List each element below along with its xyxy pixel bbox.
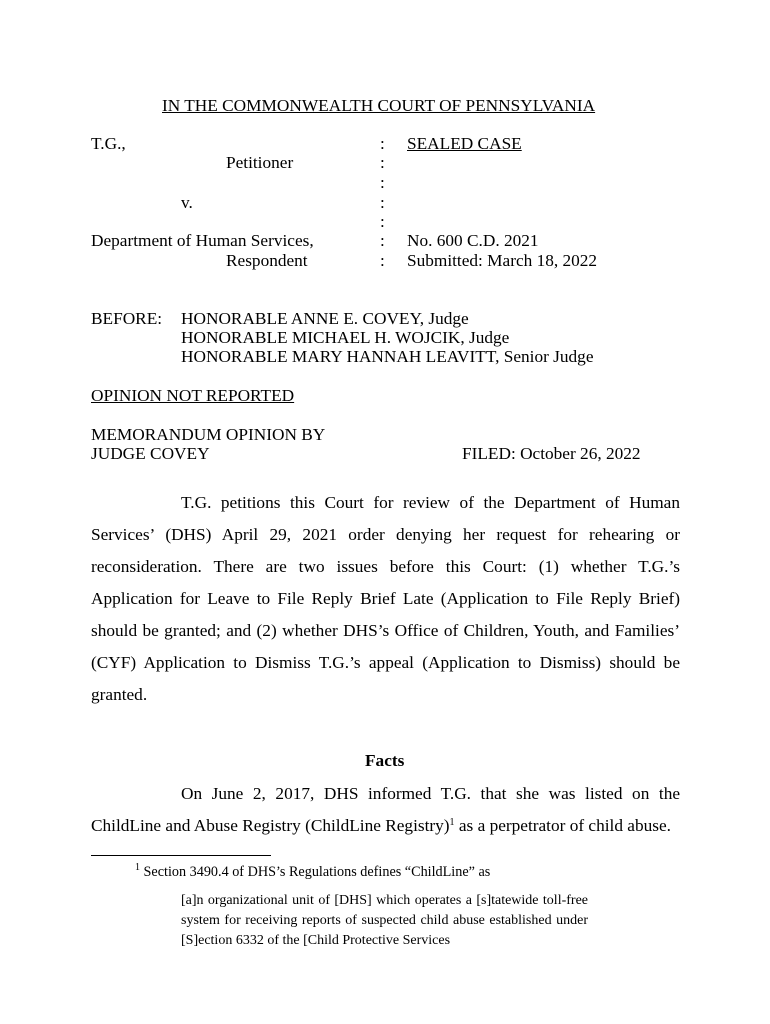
caption-colon: :: [380, 134, 385, 153]
paragraph-text-part: as a perpetrator of child abuse.: [454, 816, 671, 835]
footnote-lead-text: Section 3490.4 of DHS’s Regulations defines “ChildLine” as: [140, 864, 491, 880]
caption-colon: :: [380, 153, 385, 172]
caption-colon: :: [380, 193, 385, 212]
opinion-status: OPINION NOT REPORTED: [91, 386, 295, 405]
facts-heading: Facts: [365, 751, 405, 770]
judge-line: HONORABLE MICHAEL H. WOJCIK, Judge: [181, 328, 510, 347]
memorandum-judge: JUDGE COVEY: [91, 444, 210, 463]
caption-colon: :: [380, 173, 385, 192]
judge-line: HONORABLE ANNE E. COVEY, Judge: [181, 309, 469, 328]
caption-colon: :: [380, 212, 385, 231]
body-paragraph-2: [91, 778, 680, 842]
court-title: IN THE COMMONWEALTH COURT OF PENNSYLVANIA: [162, 96, 596, 115]
petitioner-role: Petitioner: [226, 153, 294, 172]
before-label: BEFORE:: [91, 309, 163, 328]
footnote-number: 1: [135, 862, 140, 873]
footnote-quote: [a]n organizational unit of [DHS] which operates a [s]tatewide toll-free system for receiving reports of suspected child abuse established under [S]ection 6332 of the [Child Protective Services: [181, 893, 588, 948]
caption-colon: :: [380, 231, 385, 250]
caption-colon: :: [380, 251, 385, 270]
footnote-ref[interactable]: 1: [449, 817, 455, 828]
paragraph-text: [91, 778, 680, 842]
judge-line: HONORABLE MARY HANNAH LEAVITT, Senior Judge: [181, 347, 594, 366]
paragraph-text: T.G. petitions this Court for review of the Department of Human Services’ (DHS) April 29, 2021 order denying her request for rehearing or reconsideration. There are two issues before this Court: (1) whether T.G.’s Application for Leave to File Reply Brief Late (Application to File Reply Brief) should be granted; and (2) whether DHS’s Office of Children, Youth, and Families’ (CYF) Application to Dismiss T.G.’s appeal (Application to Dismiss) should be granted.: [91, 493, 680, 704]
footnote-lead: [135, 864, 490, 881]
submitted-date: Submitted: March 18, 2022: [407, 251, 598, 270]
footnote-divider: [91, 855, 271, 856]
paragraph-text-part: On June 2, 2017, DHS informed T.G. that she was listed on the ChildLine and Abuse Registry (ChildLine Registry): [91, 784, 680, 835]
sealed-case-label: SEALED CASE: [407, 134, 522, 153]
petitioner-name: T.G.,: [91, 134, 126, 153]
respondent-name: Department of Human Services,: [91, 231, 314, 250]
filed-date: FILED: October 26, 2022: [462, 444, 641, 463]
respondent-role: Respondent: [226, 251, 308, 270]
memorandum-line: MEMORANDUM OPINION BY: [91, 425, 326, 444]
body-paragraph-1: [91, 487, 680, 711]
versus: v.: [181, 193, 193, 212]
case-number: No. 600 C.D. 2021: [407, 231, 539, 250]
